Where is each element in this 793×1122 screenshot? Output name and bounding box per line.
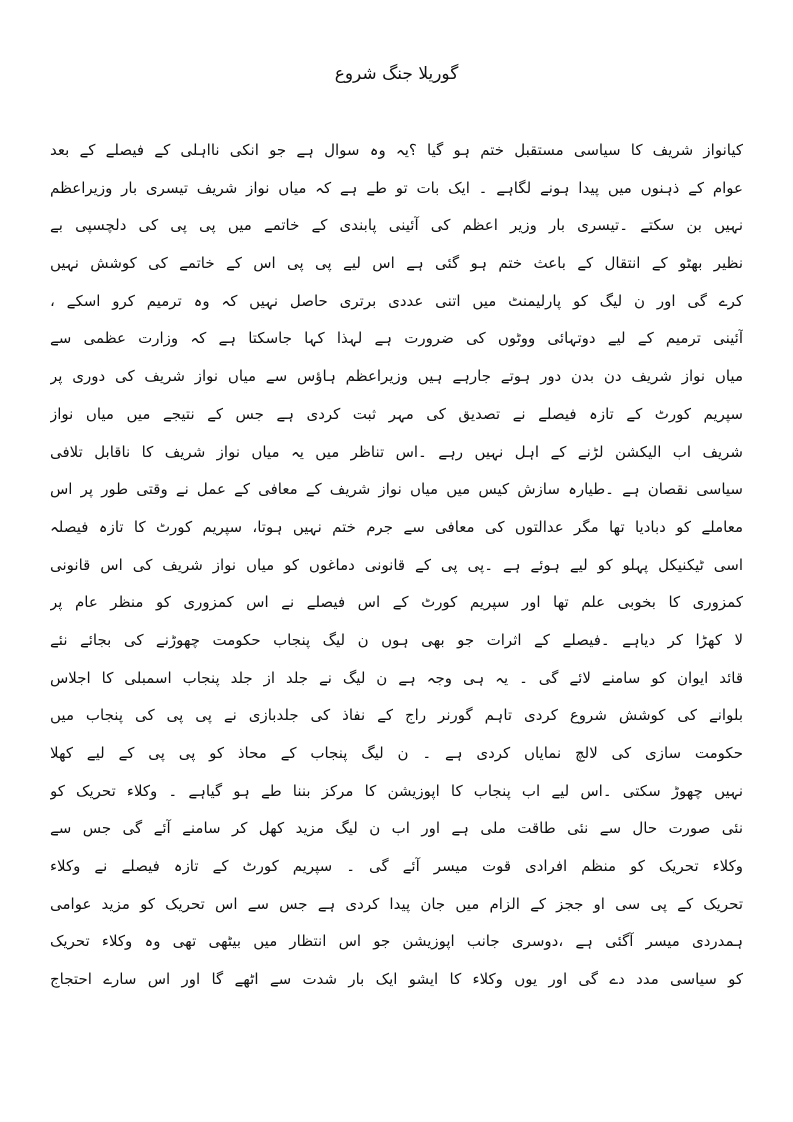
body-line: کو سیاسی مدد دے گی اور یوں وکلاء کا ایشو ایک بار شدت سے اٹھے گا اور اس سارے احتجاج [50, 970, 743, 989]
body-line: حکومت سازی کی لالچ نمایاں کردی ہے ۔ ن لیگ پنجاب کے محاذ کو پی پی کے لیے کھلا [50, 744, 743, 762]
body-line: وکلاء تحریک کو منظم افرادی قوت میسر آئے گی ۔ سپریم کورٹ کے تازہ فیصلے نے وکلاء [50, 857, 743, 876]
body-line: قائد ایوان کو سامنے لائے گی ۔ یہ ہی وجہ ہے ن لیگ نے جلد از جلد پنجاب اسمبلی کا اجلاس [50, 668, 743, 687]
body-line: معاملے کو دبادیا تھا مگر عدالتوں کی معافی سے جرم ختم نہیں ہوتا، سپریم کورٹ کا تازہ فیصلہ [50, 517, 743, 536]
body-line: ہمدردی میسر آگئی ہے ،دوسری جانب اپوزیشن جو اس انتظار میں بیٹھی تھی وہ وکلاء تحریک [50, 932, 743, 951]
body-line: کرے گی اور ن لیگ کو پارلیمنٹ میں اتنی عددی برتری حاصل نہیں کہ وہ ترمیم کرو اسکے ، [50, 291, 743, 310]
body-line: سپریم کورٹ کے تازہ فیصلے نے تصدیق کی مہر ثبت کردی ہے جس کے نتیجے میں میاں نواز [50, 404, 743, 423]
body-line: عوام کے ذہنوں میں پیدا ہونے لگاہے ۔ ایک بات تو طے ہے کہ میاں نواز شریف تیسری بار وزیراعظم [50, 178, 743, 197]
body-line: شریف اب الیکشن لڑنے کے اہل نہیں رہے ۔اس تناظر میں یہ میاں نواز شریف کا ناقابل تلافی [50, 442, 743, 461]
body-line: کیانواز شریف کا سیاسی مستقبل ختم ہو گیا ؟یہ وہ سوال ہے جو انکی نااہلی کے فیصلے کے بعد [50, 141, 743, 159]
body-line: نہیں چھوڑ سکتی ۔اس لیے اب پنجاب کا اپوزیشن کا مرکز بننا طے ہو گیاہے ۔ وکلاء تحریک کو [50, 781, 743, 800]
document-title: گوریلا جنگ شروع [334, 64, 459, 84]
body-line: کمزوری کا بخوبی علم تھا اور سپریم کورٹ کے اس فیصلے نے اس کمزوری کو منظر عام پر [50, 593, 743, 612]
document-body [50, 132, 743, 999]
body-line: سیاسی نقصان ہے ۔طیارہ سازش کیس میں میاں نواز شریف کے معافی کے عمل نے وقتی طور پر اس [50, 480, 743, 499]
body-line: نئی صورت حال سے نئی طاقت ملی ہے اور اب ن لیگ مزید کھل کر سامنے آئے گی جس سے [50, 819, 743, 838]
body-line: لا کھڑا کر دیاہے ۔فیصلے کے اثرات جو بھی ہوں ن لیگ پنجاب حکومت چھوڑنے کی بجائے نئے [50, 630, 743, 649]
body-line: آئینی ترمیم کے لیے دوتہائی ووٹوں کی ضرورت ہے لہذا کہا جاسکتا ہے کہ وزارت عظمی سے [50, 329, 743, 348]
body-line: نہیں بن سکتے ۔تیسری بار وزیر اعظم کی آئینی پابندی کے خاتمے میں پی پی کی دلچسپی بے [50, 216, 743, 235]
body-line: تحریک کے پی سی او ججز کے الزام میں جان پیدا کردی ہے جس سے اس تحریک کو مزید عوامی [50, 894, 743, 913]
body-line: بلوانے کی کوشش شروع کردی تاہم گورنر راج کے نفاذ کی جلدبازی نے پی پی کی پنجاب میں [50, 706, 743, 725]
body-line: اسی ٹیکنیکل پہلو کو لیے ہوئے ہے ۔پی پی کے قانونی دماغوں کو میاں نواز شریف کی اس قانونی [50, 555, 743, 574]
body-line: نظیر بھٹو کے انتقال کے باعث ختم ہو گئی ہے اس لیے پی پی اس کے خاتمے کی کوشش نہیں [50, 254, 743, 273]
body-line: میاں نواز شریف دن بدن دور ہوتے جارہے ہیں وزیراعظم ہاؤس سے میاں نواز شریف کی دوری پر [50, 367, 743, 386]
